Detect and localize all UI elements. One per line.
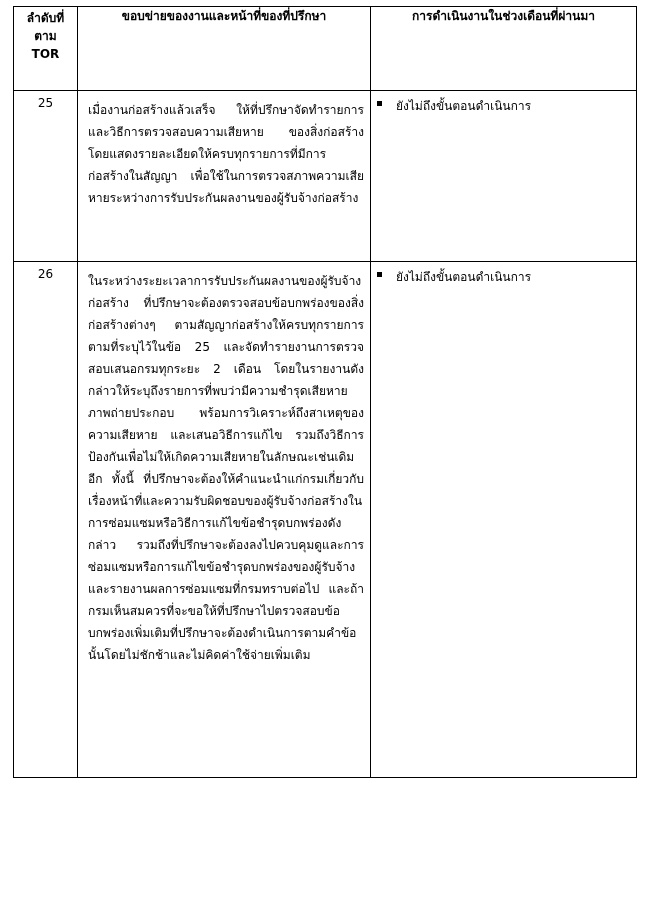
header-scope: ขอบข่ายของงานและหน้าที่ของที่ปรึกษา [78, 7, 371, 91]
header-item-number [14, 7, 78, 91]
row-scope-text: ในระหว่างระยะเวลาการรับประกันผลงานของผู้รับจ้างก่อสร้าง ที่ปรึกษาจะต้องตรวจสอบข้อบกพร่องของสิ่งก่อสร้างต่างๆ ตามสัญญาก่อสร้างให้ครบทุกรายการตามที่ระบุไว้ในข้อ 25 และจัดทำรายงานการตรวจสอบเสนอกรมทุกระยะ 2 เดือน โดยในรายงานดังกล่าวให้ระบุถึงรายการที่พบว่ามีความชำรุดเสียหาย ภาพถ่ายประกอบ พร้อมการวิเคราะห์ถึงสาเหตุของความเสียหาย และเสนอวิธีการแก้ไข รวมถึงวิธีการป้องกันเพื่อไม่ให้เกิดความเสียหายในลักษณะเช่นเดิมอีก ทั้งนี้ ที่ปรึกษาจะต้องให้คำแนะนำแก่กรมเกี่ยวกับเรื่องหน้าที่และความรับผิดชอบของผู้รับจ้างก่อสร้างในการซ่อมแซมหรือวิธีการแก้ไขข้อชำรุดบกพร่องดังกล่าว รวมถึงที่ปรึกษาจะต้องลงไปควบคุมดูและการซ่อมแซมหรือการแก้ไขข้อชำรุดบกพร่องของผู้รับจ้าง และรายงานผลการซ่อมแซมที่กรมทราบต่อไป และถ้ากรมเห็นสมควรที่จะขอให้ที่ปรึกษาไปตรวจสอบข้อบกพร่องเพิ่มเติมที่ปรึกษาจะต้องดำเนินการตามคำข้อนั้นโดยไม่ชักช้าและไม่คิดค่าใช้จ่ายเพิ่มเติม [78, 262, 371, 778]
status-list-item [377, 97, 632, 116]
header-no-line3: TOR [31, 47, 60, 61]
status-text: ยังไม่ถึงขั้นตอนดำเนินการ [396, 270, 532, 284]
table-row [14, 262, 637, 778]
header-no-line1: ลำดับที่ [26, 11, 65, 25]
row-status [371, 91, 637, 262]
row-number: 25 [14, 91, 78, 262]
status-text: ยังไม่ถึงขั้นตอนดำเนินการ [396, 99, 532, 113]
status-list-item [377, 268, 632, 287]
square-bullet-icon [377, 101, 382, 106]
header-no-line2: ตาม [34, 29, 57, 43]
tor-progress-table [13, 6, 637, 778]
square-bullet-icon [377, 272, 382, 277]
table-header-row [14, 7, 637, 91]
table-row [14, 91, 637, 262]
row-status [371, 262, 637, 778]
row-number: 26 [14, 262, 78, 778]
row-scope-text: เมื่องานก่อสร้างแล้วเสร็จ ให้ที่ปรึกษาจัดทำรายการและวิธีการตรวจสอบความเสียหาย ของสิ่งก่อสร้าง โดยแสดงรายละเอียดให้ครบทุกรายการที่มีการก่อสร้างในสัญญา เพื่อใช้ในการตรวจสภาพความเสียหายระหว่างการรับประกันผลงานของผู้รับจ้างก่อสร้าง [78, 91, 371, 262]
header-progress: การดำเนินงานในช่วงเดือนที่ผ่านมา [371, 7, 637, 91]
